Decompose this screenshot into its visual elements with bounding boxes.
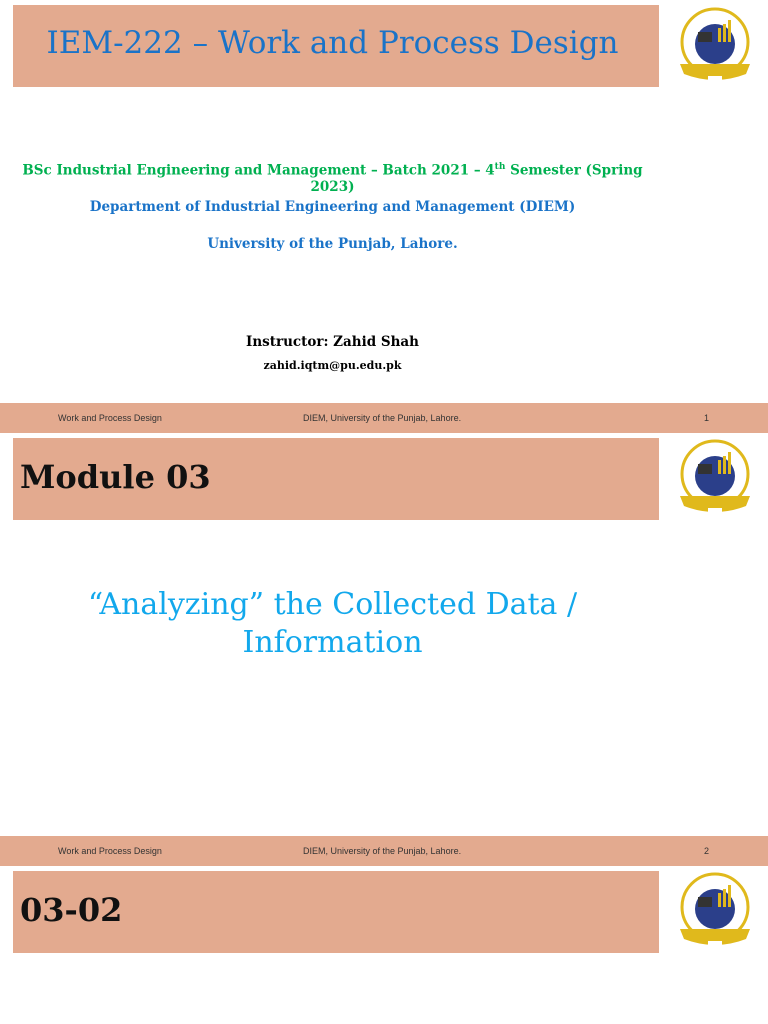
program-line: BSc Industrial Engineering and Management – Batch 2021 – 4th Semester (Spring 2023)	[22, 162, 643, 195]
footer-course: Work and Process Design	[58, 413, 162, 423]
instructor-name: Instructor: Zahid Shah	[246, 334, 419, 350]
slide1-title: IEM-222 – Work and Process Design	[46, 25, 619, 61]
slide2-title: Module 03	[20, 458, 211, 496]
department-line: Department of Industrial Engineering and Management (DIEM)	[89, 199, 576, 215]
instructor-email: zahid.iqtm@pu.edu.pk	[263, 359, 402, 372]
footer-institution: DIEM, University of the Punjab, Lahore.	[303, 846, 462, 856]
slide2-subtitle: “Analyzing” the Collected Data / Information	[87, 587, 578, 660]
footer-institution: DIEM, University of the Punjab, Lahore.	[303, 413, 462, 423]
slide1-footer	[0, 403, 768, 433]
department-logo	[676, 438, 754, 520]
department-logo	[676, 6, 754, 88]
department-logo	[676, 871, 754, 953]
footer-course: Work and Process Design	[58, 846, 162, 856]
footer-page-number: 1	[704, 413, 710, 423]
slide2-footer	[0, 836, 768, 866]
slide3-title: 03-02	[20, 891, 123, 929]
footer-page-number: 2	[704, 846, 710, 856]
university-line: University of the Punjab, Lahore.	[207, 236, 458, 252]
